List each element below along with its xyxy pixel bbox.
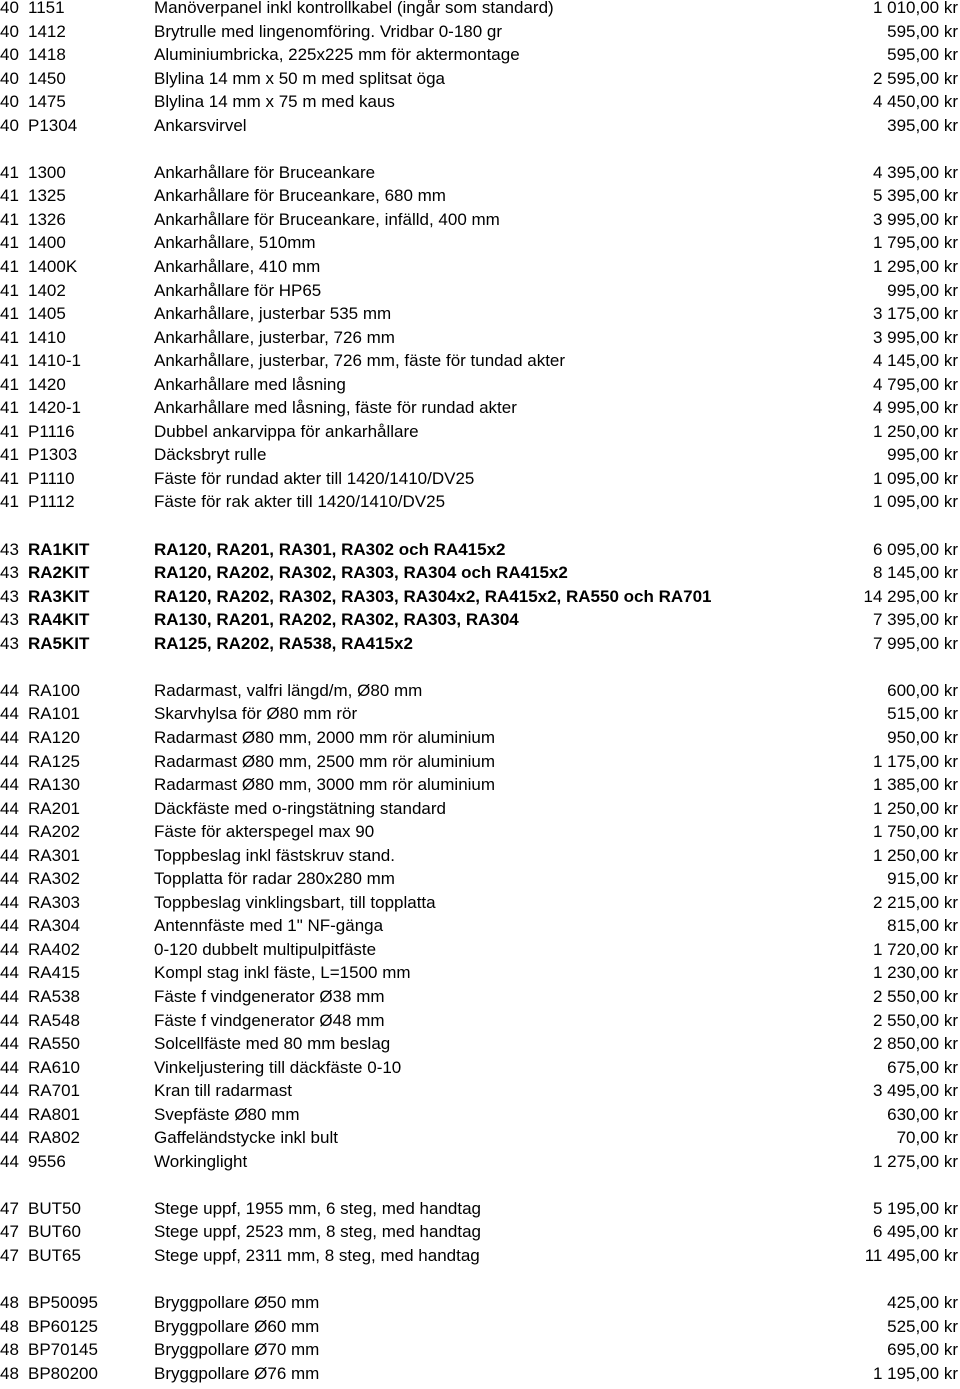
group-number: 44 bbox=[0, 869, 19, 889]
group-number: 48 bbox=[0, 1316, 19, 1336]
section-spacer bbox=[0, 137, 960, 161]
article-price: 3 495,00 kr bbox=[872, 1081, 958, 1101]
article-code: 1418 bbox=[28, 45, 66, 65]
group-number: 44 bbox=[0, 704, 19, 724]
article-price: 8 145,00 kr bbox=[872, 563, 958, 583]
price-row bbox=[0, 1291, 960, 1315]
article-description: Bryggpollare Ø70 mm bbox=[154, 1340, 320, 1360]
article-code: 1151 bbox=[28, 0, 65, 17]
group-number: 47 bbox=[0, 1245, 19, 1265]
article-price: 675,00 kr bbox=[887, 1057, 958, 1077]
group-number: 47 bbox=[0, 1198, 19, 1218]
article-description: Ankarsvirvel bbox=[154, 115, 247, 135]
price-row bbox=[0, 467, 960, 491]
article-price: 11 495,00 kr bbox=[864, 1245, 958, 1265]
article-description: Stege uppf, 2523 mm, 8 steg, med handtag bbox=[154, 1222, 481, 1242]
article-description: Radarmast, valfri längd/m, Ø80 mm bbox=[154, 680, 423, 700]
group-number: 44 bbox=[0, 986, 19, 1006]
group-number: 40 bbox=[0, 45, 19, 65]
price-row bbox=[0, 184, 960, 208]
article-price: 995,00 kr bbox=[887, 445, 958, 465]
article-price: 1 250,00 kr bbox=[872, 798, 958, 818]
article-code: BUT65 bbox=[28, 1245, 81, 1265]
article-code: 1420 bbox=[28, 374, 66, 394]
group-number: 41 bbox=[0, 233, 19, 253]
article-code: BUT50 bbox=[28, 1198, 81, 1218]
article-description: Fäste för akterspegel max 90 bbox=[154, 822, 375, 842]
group-number: 41 bbox=[0, 421, 19, 441]
group-number: 43 bbox=[0, 610, 19, 630]
article-description: Radarmast Ø80 mm, 2500 mm rör aluminium bbox=[154, 751, 496, 771]
price-row bbox=[0, 420, 960, 444]
article-code: RA801 bbox=[28, 1104, 80, 1124]
article-price: 3 995,00 kr bbox=[872, 209, 958, 229]
article-price: 630,00 kr bbox=[887, 1104, 958, 1124]
article-price: 525,00 kr bbox=[887, 1316, 958, 1336]
price-row bbox=[0, 961, 960, 985]
article-code: 1420-1 bbox=[28, 398, 81, 418]
article-description: Fäste f vindgenerator Ø48 mm bbox=[154, 1010, 385, 1030]
article-code: BP60125 bbox=[28, 1316, 98, 1336]
article-code: BP80200 bbox=[28, 1363, 98, 1383]
article-description: Vinkeljustering till däckfäste 0-10 bbox=[154, 1057, 402, 1077]
price-row bbox=[0, 302, 960, 326]
article-price: 3 175,00 kr bbox=[872, 304, 958, 324]
group-number: 41 bbox=[0, 162, 19, 182]
price-row bbox=[0, 0, 960, 20]
article-price: 1 250,00 kr bbox=[872, 845, 958, 865]
article-price: 695,00 kr bbox=[887, 1340, 958, 1360]
group-number: 48 bbox=[0, 1363, 19, 1383]
group-number: 44 bbox=[0, 939, 19, 959]
group-number: 44 bbox=[0, 680, 19, 700]
group-number: 44 bbox=[0, 1010, 19, 1030]
group-number: 41 bbox=[0, 468, 19, 488]
article-description: Ankarhållare, justerbar 535 mm bbox=[154, 304, 392, 324]
article-price: 595,00 kr bbox=[887, 45, 958, 65]
article-code: RA538 bbox=[28, 986, 80, 1006]
article-code: RA304 bbox=[28, 916, 80, 936]
article-description: 0-120 dubbelt multipulpitfäste bbox=[154, 939, 377, 959]
price-row bbox=[0, 279, 960, 303]
price-row bbox=[0, 914, 960, 938]
article-description: Workinglight bbox=[154, 1151, 248, 1171]
price-row bbox=[0, 538, 960, 562]
article-price: 1 275,00 kr bbox=[872, 1151, 958, 1171]
article-description: Fäste f vindgenerator Ø38 mm bbox=[154, 986, 385, 1006]
group-number: 48 bbox=[0, 1293, 19, 1313]
article-description: Bryggpollare Ø60 mm bbox=[154, 1316, 320, 1336]
article-description: Ankarhållare för Bruceankare, infälld, 400 mm bbox=[154, 209, 500, 229]
article-code: RA701 bbox=[28, 1081, 80, 1101]
article-code: RA550 bbox=[28, 1034, 80, 1054]
article-price: 1 230,00 kr bbox=[872, 963, 958, 983]
article-code: RA301 bbox=[28, 845, 80, 865]
price-row bbox=[0, 114, 960, 138]
price-row bbox=[0, 349, 960, 373]
article-code: RA3KIT bbox=[28, 586, 90, 606]
article-code: RA130 bbox=[28, 775, 80, 795]
group-number: 44 bbox=[0, 775, 19, 795]
article-price: 1 295,00 kr bbox=[872, 257, 958, 277]
article-code: 1410-1 bbox=[28, 351, 81, 371]
group-number: 44 bbox=[0, 1104, 19, 1124]
article-code: RA415 bbox=[28, 963, 80, 983]
article-code: 1402 bbox=[28, 280, 66, 300]
article-price: 4 450,00 kr bbox=[872, 92, 958, 112]
group-number: 44 bbox=[0, 1034, 19, 1054]
section-spacer bbox=[0, 655, 960, 679]
article-description: Toppbeslag inkl fästskruv stand. bbox=[154, 845, 395, 865]
group-number: 40 bbox=[0, 115, 19, 135]
article-price: 1 250,00 kr bbox=[872, 421, 958, 441]
article-code: RA120 bbox=[28, 727, 80, 747]
group-number: 41 bbox=[0, 304, 19, 324]
price-row bbox=[0, 1197, 960, 1221]
article-price: 815,00 kr bbox=[887, 916, 958, 936]
article-price: 395,00 kr bbox=[887, 115, 958, 135]
article-code: RA201 bbox=[28, 798, 80, 818]
price-row bbox=[0, 443, 960, 467]
article-description: Blylina 14 mm x 50 m med splitsat öga bbox=[154, 68, 446, 88]
article-description: Däcksbryt rulle bbox=[154, 445, 267, 465]
group-number: 41 bbox=[0, 351, 19, 371]
article-description: Däckfäste med o-ringstätning standard bbox=[154, 798, 446, 818]
article-description: Radarmast Ø80 mm, 2000 mm rör aluminium bbox=[154, 727, 496, 747]
article-price: 515,00 kr bbox=[887, 704, 958, 724]
article-description: RA120, RA202, RA302, RA303, RA304 och RA415x2 bbox=[154, 563, 568, 583]
group-number: 44 bbox=[0, 822, 19, 842]
price-row bbox=[0, 396, 960, 420]
group-number: 47 bbox=[0, 1222, 19, 1242]
article-code: P1110 bbox=[28, 468, 75, 488]
price-row bbox=[0, 1032, 960, 1056]
article-code: BP70145 bbox=[28, 1340, 98, 1360]
article-price: 14 295,00 kr bbox=[863, 586, 958, 606]
price-row bbox=[0, 490, 960, 514]
price-row bbox=[0, 985, 960, 1009]
price-row bbox=[0, 797, 960, 821]
article-code: P1116 bbox=[28, 421, 75, 441]
price-row bbox=[0, 679, 960, 703]
article-price: 2 595,00 kr bbox=[872, 68, 958, 88]
price-row bbox=[0, 891, 960, 915]
section-spacer bbox=[0, 1173, 960, 1197]
article-description: Fäste för rundad akter till 1420/1410/DV25 bbox=[154, 468, 475, 488]
article-price: 1 750,00 kr bbox=[872, 822, 958, 842]
article-code: 1450 bbox=[28, 68, 66, 88]
article-code: 1400 bbox=[28, 233, 66, 253]
article-code: RA202 bbox=[28, 822, 80, 842]
article-code: 1412 bbox=[28, 21, 66, 41]
price-row bbox=[0, 373, 960, 397]
group-number: 44 bbox=[0, 916, 19, 936]
article-description: Blylina 14 mm x 75 m med kaus bbox=[154, 92, 395, 112]
group-number: 41 bbox=[0, 280, 19, 300]
price-row bbox=[0, 585, 960, 609]
article-description: Ankarhållare, justerbar, 726 mm, fäste för tundad akter bbox=[154, 351, 566, 371]
article-description: Skarvhylsa för Ø80 mm rör bbox=[154, 704, 358, 724]
article-code: RA302 bbox=[28, 869, 80, 889]
group-number: 48 bbox=[0, 1340, 19, 1360]
article-description: Bryggpollare Ø50 mm bbox=[154, 1293, 320, 1313]
article-description: Svepfäste Ø80 mm bbox=[154, 1104, 300, 1124]
article-description: Ankarhållare med låsning, fäste för rundad akter bbox=[154, 398, 517, 418]
price-row bbox=[0, 726, 960, 750]
article-code: RA4KIT bbox=[28, 610, 90, 630]
price-row bbox=[0, 20, 960, 44]
article-code: RA610 bbox=[28, 1057, 80, 1077]
price-row bbox=[0, 43, 960, 67]
article-price: 5 395,00 kr bbox=[872, 186, 958, 206]
article-price: 915,00 kr bbox=[887, 869, 958, 889]
group-number: 40 bbox=[0, 21, 19, 41]
article-code: RA802 bbox=[28, 1128, 80, 1148]
article-code: 9556 bbox=[28, 1151, 66, 1171]
article-price: 2 215,00 kr bbox=[872, 892, 958, 912]
article-description: RA120, RA202, RA302, RA303, RA304x2, RA415x2, RA550 och RA701 bbox=[154, 586, 712, 606]
price-row bbox=[0, 326, 960, 350]
group-number: 41 bbox=[0, 445, 19, 465]
article-description: Solcellfäste med 80 mm beslag bbox=[154, 1034, 391, 1054]
article-price: 6 495,00 kr bbox=[872, 1222, 958, 1242]
article-description: Ankarhållare med låsning bbox=[154, 374, 346, 394]
group-number: 43 bbox=[0, 539, 19, 559]
article-description: Kompl stag inkl fäste, L=1500 mm bbox=[154, 963, 411, 983]
price-row bbox=[0, 608, 960, 632]
group-number: 41 bbox=[0, 374, 19, 394]
article-price: 425,00 kr bbox=[887, 1293, 958, 1313]
article-price: 2 550,00 kr bbox=[872, 986, 958, 1006]
article-code: 1325 bbox=[28, 186, 66, 206]
group-number: 41 bbox=[0, 398, 19, 418]
group-number: 44 bbox=[0, 727, 19, 747]
article-description: Stege uppf, 2311 mm, 8 steg, med handtag bbox=[154, 1245, 480, 1265]
article-price: 1 175,00 kr bbox=[872, 751, 958, 771]
group-number: 44 bbox=[0, 1057, 19, 1077]
price-row bbox=[0, 820, 960, 844]
article-price: 7 395,00 kr bbox=[872, 610, 958, 630]
article-code: 1475 bbox=[28, 92, 66, 112]
article-code: RA1KIT bbox=[28, 539, 90, 559]
article-price: 3 995,00 kr bbox=[872, 327, 958, 347]
price-row bbox=[0, 1126, 960, 1150]
article-code: P1304 bbox=[28, 115, 78, 135]
article-code: RA402 bbox=[28, 939, 80, 959]
article-price: 1 010,00 kr bbox=[872, 0, 958, 17]
price-row bbox=[0, 1362, 960, 1386]
article-description: Manöverpanel inkl kontrollkabel (ingår som standard) bbox=[154, 0, 554, 17]
price-row bbox=[0, 867, 960, 891]
price-row bbox=[0, 702, 960, 726]
group-number: 41 bbox=[0, 186, 19, 206]
article-description: Dubbel ankarvippa för ankarhållare bbox=[154, 421, 419, 441]
article-price: 2 550,00 kr bbox=[872, 1010, 958, 1030]
group-number: 44 bbox=[0, 845, 19, 865]
article-code: RA101 bbox=[28, 704, 80, 724]
group-number: 40 bbox=[0, 92, 19, 112]
article-price: 950,00 kr bbox=[887, 727, 958, 747]
price-row bbox=[0, 255, 960, 279]
group-number: 44 bbox=[0, 963, 19, 983]
article-description: Stege uppf, 1955 mm, 6 steg, med handtag bbox=[154, 1198, 481, 1218]
group-number: 44 bbox=[0, 1081, 19, 1101]
article-code: 1405 bbox=[28, 304, 66, 324]
article-price: 4 145,00 kr bbox=[872, 351, 958, 371]
group-number: 43 bbox=[0, 633, 19, 653]
article-price: 5 195,00 kr bbox=[872, 1198, 958, 1218]
article-code: BUT60 bbox=[28, 1222, 81, 1242]
article-description: Gaffeländstycke inkl bult bbox=[154, 1128, 338, 1148]
price-row bbox=[0, 938, 960, 962]
price-row bbox=[0, 750, 960, 774]
price-row bbox=[0, 90, 960, 114]
article-code: RA125 bbox=[28, 751, 80, 771]
group-number: 41 bbox=[0, 492, 19, 512]
article-code: 1410 bbox=[28, 327, 66, 347]
article-price: 995,00 kr bbox=[887, 280, 958, 300]
article-price: 4 995,00 kr bbox=[872, 398, 958, 418]
group-number: 44 bbox=[0, 751, 19, 771]
article-description: Antennfäste med 1" NF-gänga bbox=[154, 916, 384, 936]
article-price: 7 995,00 kr bbox=[872, 633, 958, 653]
article-price: 1 095,00 kr bbox=[872, 492, 958, 512]
group-number: 44 bbox=[0, 892, 19, 912]
article-description: Ankarhållare för Bruceankare bbox=[154, 162, 376, 182]
article-price: 2 850,00 kr bbox=[872, 1034, 958, 1054]
article-code: 1326 bbox=[28, 209, 66, 229]
group-number: 40 bbox=[0, 68, 19, 88]
price-row bbox=[0, 1009, 960, 1033]
price-row bbox=[0, 231, 960, 255]
article-description: Topplatta för radar 280x280 mm bbox=[154, 869, 395, 889]
section-spacer bbox=[0, 1268, 960, 1292]
group-number: 44 bbox=[0, 1128, 19, 1148]
article-description: Brytrulle med lingenomföring. Vridbar 0-180 gr bbox=[154, 21, 503, 41]
article-description: Kran till radarmast bbox=[154, 1081, 292, 1101]
group-number: 41 bbox=[0, 257, 19, 277]
article-description: RA125, RA202, RA538, RA415x2 bbox=[154, 633, 413, 653]
article-price: 4 795,00 kr bbox=[872, 374, 958, 394]
article-price: 600,00 kr bbox=[887, 680, 958, 700]
article-description: Toppbeslag vinklingsbart, till topplatta bbox=[154, 892, 436, 912]
price-row bbox=[0, 1056, 960, 1080]
price-row bbox=[0, 1244, 960, 1268]
article-code: 1300 bbox=[28, 162, 66, 182]
price-row bbox=[0, 1150, 960, 1174]
article-price: 70,00 kr bbox=[896, 1128, 958, 1148]
article-code: P1303 bbox=[28, 445, 78, 465]
article-description: Fäste för rak akter till 1420/1410/DV25 bbox=[154, 492, 446, 512]
article-price: 4 395,00 kr bbox=[872, 162, 958, 182]
price-row bbox=[0, 1338, 960, 1362]
article-price: 1 095,00 kr bbox=[872, 468, 958, 488]
price-row bbox=[0, 561, 960, 585]
article-code: BP50095 bbox=[28, 1293, 98, 1313]
price-row bbox=[0, 1315, 960, 1339]
price-row bbox=[0, 632, 960, 656]
price-row bbox=[0, 67, 960, 91]
article-code: P1112 bbox=[28, 492, 75, 512]
group-number: 43 bbox=[0, 563, 19, 583]
article-description: Bryggpollare Ø76 mm bbox=[154, 1363, 320, 1383]
group-number: 40 bbox=[0, 0, 19, 17]
article-price: 595,00 kr bbox=[887, 21, 958, 41]
article-description: Aluminiumbricka, 225x225 mm för aktermontage bbox=[154, 45, 520, 65]
price-row bbox=[0, 773, 960, 797]
article-price: 1 385,00 kr bbox=[872, 775, 958, 795]
article-code: RA303 bbox=[28, 892, 80, 912]
price-row bbox=[0, 1103, 960, 1127]
section-spacer bbox=[0, 514, 960, 538]
article-description: Ankarhållare, 410 mm bbox=[154, 257, 321, 277]
group-number: 44 bbox=[0, 1151, 19, 1171]
price-row bbox=[0, 844, 960, 868]
price-row bbox=[0, 1220, 960, 1244]
group-number: 43 bbox=[0, 586, 19, 606]
price-row bbox=[0, 208, 960, 232]
group-number: 41 bbox=[0, 209, 19, 229]
article-description: RA130, RA201, RA202, RA302, RA303, RA304 bbox=[154, 610, 519, 630]
article-code: RA5KIT bbox=[28, 633, 90, 653]
article-description: RA120, RA201, RA301, RA302 och RA415x2 bbox=[154, 539, 506, 559]
group-number: 41 bbox=[0, 327, 19, 347]
article-description: Radarmast Ø80 mm, 3000 mm rör aluminium bbox=[154, 775, 496, 795]
article-price: 1 720,00 kr bbox=[872, 939, 958, 959]
article-price: 6 095,00 kr bbox=[872, 539, 958, 559]
article-code: RA548 bbox=[28, 1010, 80, 1030]
article-code: RA2KIT bbox=[28, 563, 90, 583]
article-code: 1400K bbox=[28, 257, 78, 277]
price-row bbox=[0, 161, 960, 185]
article-description: Ankarhållare, justerbar, 726 mm bbox=[154, 327, 395, 347]
article-description: Ankarhållare för Bruceankare, 680 mm bbox=[154, 186, 446, 206]
article-description: Ankarhållare för HP65 bbox=[154, 280, 322, 300]
article-price: 1 195,00 kr bbox=[872, 1363, 958, 1383]
article-description: Ankarhållare, 510mm bbox=[154, 233, 316, 253]
price-row bbox=[0, 1079, 960, 1103]
group-number: 44 bbox=[0, 798, 19, 818]
article-price: 1 795,00 kr bbox=[872, 233, 958, 253]
article-code: RA100 bbox=[28, 680, 80, 700]
